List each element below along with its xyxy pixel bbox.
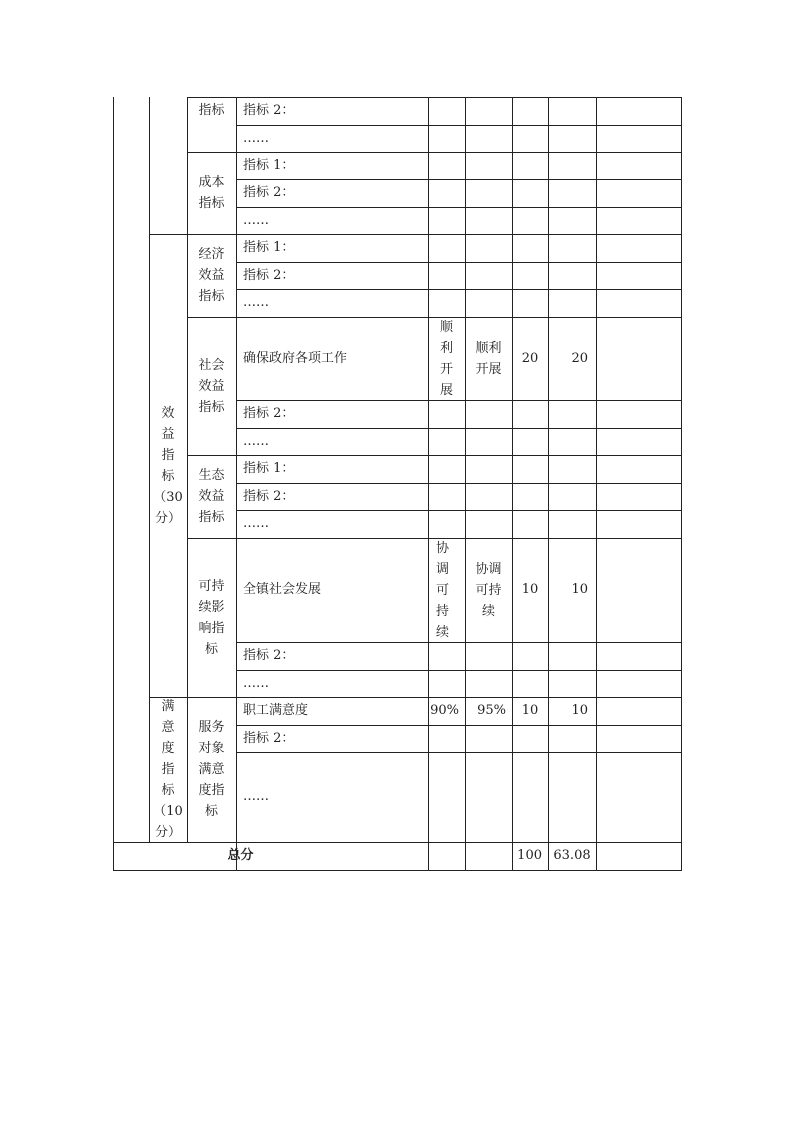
grid-line xyxy=(149,234,188,235)
grid-line xyxy=(187,538,237,539)
grid-line xyxy=(236,152,682,153)
grid-line xyxy=(187,317,237,318)
sub-category-label-line: 指标 xyxy=(198,399,225,415)
target-value-line: 开 xyxy=(439,361,453,377)
grid-line xyxy=(236,262,682,263)
target-value-line: 可 xyxy=(435,582,449,598)
sub-category-label-line: 对象 xyxy=(198,741,225,756)
indicator-name: …… xyxy=(243,516,269,531)
sub-category-label-line: 响指 xyxy=(198,620,225,636)
actual-value-line: 协调 xyxy=(475,561,502,577)
category-label-line: 效 xyxy=(161,405,175,421)
actual-value xyxy=(467,559,511,622)
score-value: 20 xyxy=(571,350,588,366)
sub-category-label-line: 社会 xyxy=(198,357,225,373)
category-label-line: 益 xyxy=(161,426,175,442)
sub-category-label-line: 可持 xyxy=(198,578,225,594)
sub-category-label xyxy=(190,172,234,214)
grid-line xyxy=(187,152,237,153)
actual-value: 95% xyxy=(477,703,506,718)
sub-category-label xyxy=(190,100,234,121)
sub-category-label-line: 效益 xyxy=(198,378,225,394)
sub-category-label xyxy=(190,465,234,528)
category-label-line: 分） xyxy=(154,825,181,840)
sub-category-label-line: 满意 xyxy=(198,762,225,777)
category-label-line: 度 xyxy=(161,741,175,756)
grid-line xyxy=(236,670,682,671)
total-score: 63.08 xyxy=(553,848,591,863)
grid-line xyxy=(187,97,188,843)
target-value-line: 利 xyxy=(439,340,453,356)
grid-line xyxy=(428,97,429,871)
actual-value-line: 顺利 xyxy=(475,340,502,356)
sub-category-label-line: 经济 xyxy=(198,247,225,262)
sub-category-label-line: 续影 xyxy=(198,599,225,615)
grid-line xyxy=(236,125,682,126)
target-value-line: 协 xyxy=(435,540,449,556)
target-value xyxy=(430,317,464,401)
category-label-line: 满 xyxy=(161,699,175,714)
grid-line xyxy=(236,483,682,484)
category-label-line: 分） xyxy=(154,510,181,526)
grid-line xyxy=(236,697,682,698)
indicator-name: 指标 2： xyxy=(243,267,295,283)
target-value: 90% xyxy=(430,703,459,718)
total-label: 总分 xyxy=(227,848,254,863)
sub-category-label-line: 效益 xyxy=(198,489,225,504)
category-label-line: 标 xyxy=(161,468,175,484)
grid-line xyxy=(236,510,682,511)
indicator-name: 确保政府各项工作 xyxy=(243,350,348,366)
indicator-name: 指标 2： xyxy=(243,103,295,118)
sub-category-label-line: 成本 xyxy=(198,175,225,190)
indicator-name: 指标 2： xyxy=(243,488,295,504)
indicator-name: …… xyxy=(243,789,269,804)
indicator-name: 指标 2： xyxy=(243,648,295,663)
grid-line xyxy=(187,97,682,98)
target-value-line: 展 xyxy=(439,382,453,398)
grid-line xyxy=(465,97,466,871)
target-value-line: 顺 xyxy=(439,319,453,335)
target-value-line: 持 xyxy=(435,603,449,619)
actual-value-line: 开展 xyxy=(475,361,502,377)
grid-line xyxy=(187,455,237,456)
indicator-name: …… xyxy=(243,433,269,449)
sub-category-label-line: 指标 xyxy=(198,289,225,304)
target-value-line: 续 xyxy=(435,624,449,640)
grid-line xyxy=(187,234,237,235)
indicator-name: 指标 1： xyxy=(243,461,295,476)
target-value xyxy=(426,538,460,643)
grid-line xyxy=(681,97,682,871)
target-value-line: 调 xyxy=(435,561,449,577)
category-label-line: 指 xyxy=(161,762,175,777)
indicator-name: 指标 2： xyxy=(243,185,295,200)
score-value: 10 xyxy=(571,703,588,718)
sub-category-label-line: 指标 xyxy=(198,103,225,118)
indicator-name: …… xyxy=(243,675,269,691)
category-label xyxy=(150,696,186,843)
indicator-name: …… xyxy=(243,212,269,228)
sub-category-label xyxy=(190,244,234,307)
indicator-name: 全镇社会发展 xyxy=(243,582,322,597)
grid-line xyxy=(236,207,682,208)
weight-value: 10 xyxy=(521,703,539,718)
grid-line xyxy=(236,289,682,290)
sub-category-label-line: 服务 xyxy=(198,720,225,735)
sub-category-label-line: 生态 xyxy=(198,468,225,483)
category-label-line: （30 xyxy=(153,489,183,505)
grid-line xyxy=(596,97,597,871)
actual-value xyxy=(467,338,511,380)
grid-line xyxy=(512,97,513,871)
indicator-name: 指标 2： xyxy=(243,730,295,746)
sub-category-label xyxy=(190,355,234,418)
weight-value: 10 xyxy=(521,582,539,597)
sub-category-label-line: 标 xyxy=(204,641,218,657)
total-weight: 100 xyxy=(517,848,542,863)
grid-line xyxy=(548,97,549,871)
grid-line xyxy=(113,97,114,871)
actual-value-line: 可持 xyxy=(475,582,502,598)
sub-category-label xyxy=(190,576,234,660)
sub-category-label-line: 效益 xyxy=(198,268,225,283)
grid-line xyxy=(236,455,682,456)
category-label xyxy=(150,403,186,529)
category-label-line: （10 xyxy=(153,804,183,819)
indicator-name: 职工满意度 xyxy=(243,703,309,718)
sub-category-label-line: 指标 xyxy=(198,196,225,211)
category-label-line: 指 xyxy=(161,447,175,463)
grid-line xyxy=(187,697,237,698)
actual-value-line: 续 xyxy=(481,603,495,619)
indicator-name: 指标 1： xyxy=(243,240,295,255)
indicator-name: 指标 2： xyxy=(243,406,295,421)
weight-value: 20 xyxy=(521,350,539,366)
sub-category-label-line: 指标 xyxy=(198,510,225,525)
grid-line xyxy=(236,752,682,753)
indicator-name: …… xyxy=(243,295,269,310)
sub-category-label-line: 度指 xyxy=(198,783,225,798)
indicator-name: …… xyxy=(243,130,269,146)
category-label-line: 标 xyxy=(161,783,175,798)
sub-category-label-line: 标 xyxy=(204,804,218,819)
grid-line xyxy=(236,97,237,871)
grid-line xyxy=(236,428,682,429)
score-value: 10 xyxy=(571,582,588,597)
category-label-line: 意 xyxy=(161,720,175,735)
indicator-name: 指标 1： xyxy=(243,157,295,173)
grid-line xyxy=(236,234,682,235)
grid-line xyxy=(236,179,682,180)
sub-category-label xyxy=(190,717,234,822)
grid-line xyxy=(236,725,682,726)
